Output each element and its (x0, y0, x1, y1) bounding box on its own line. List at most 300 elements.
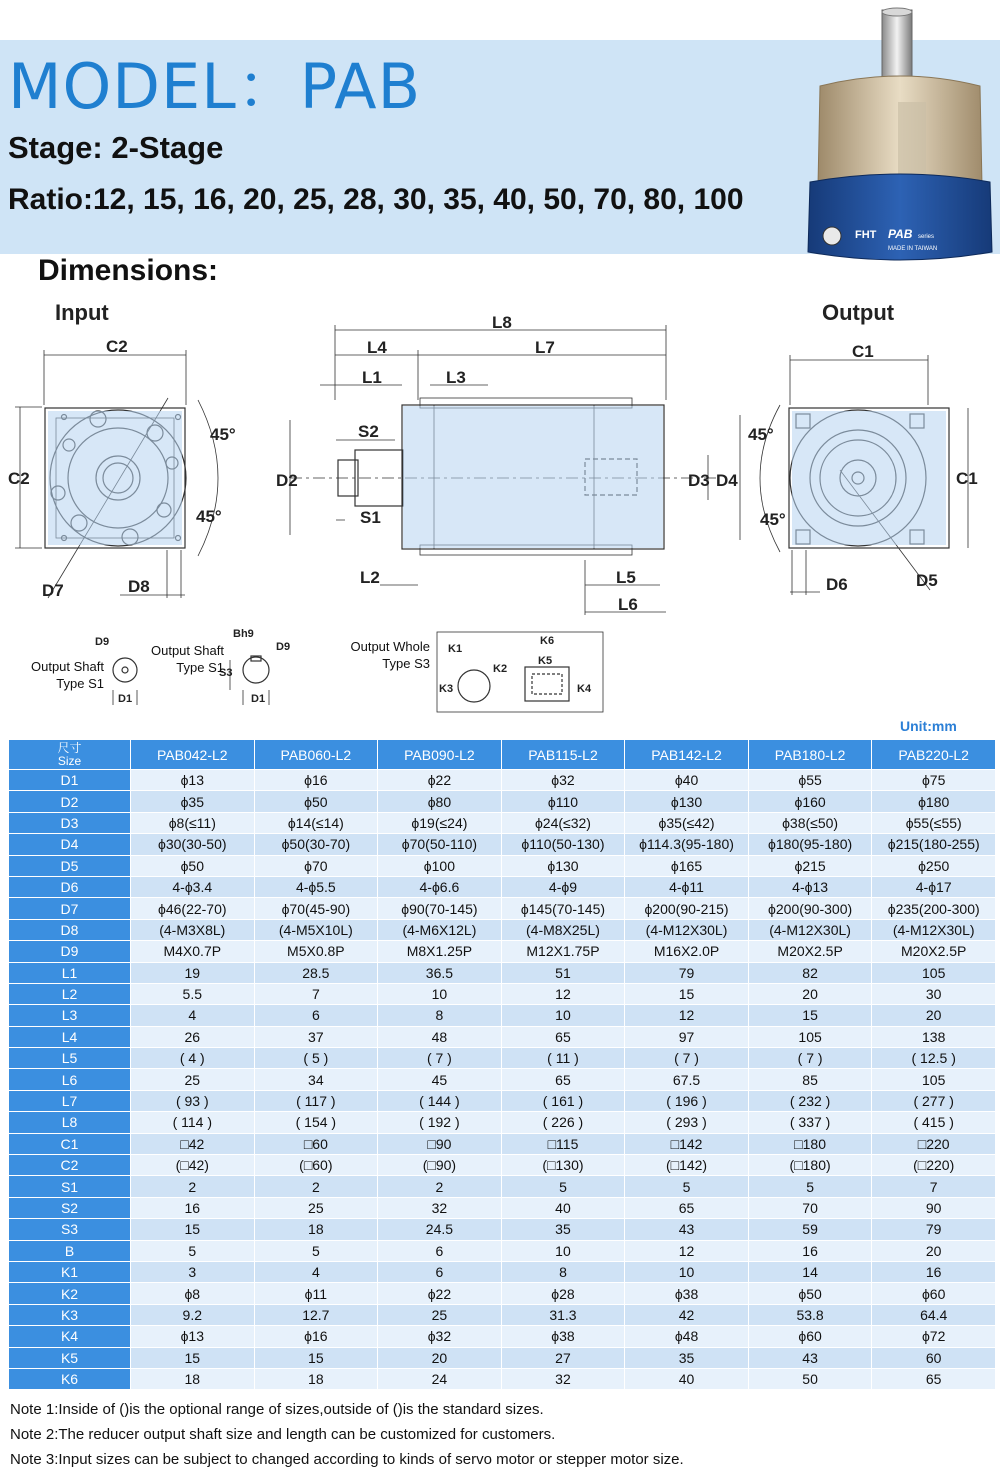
table-cell: ( 93 ) (131, 1090, 255, 1111)
table-cell: 59 (748, 1219, 872, 1240)
shaft-key-d1: D1 (251, 693, 266, 705)
table-row (9, 1090, 996, 1111)
table-cell: 19 (131, 962, 255, 983)
table-cell: 27 (501, 1347, 625, 1368)
table-cell: ϕ250 (872, 855, 996, 876)
table-cell: 26 (131, 1026, 255, 1047)
row-param: K6 (9, 1368, 131, 1389)
table-cell: ϕ38 (501, 1326, 625, 1347)
angle-output-1: 45° (748, 425, 774, 444)
table-row (9, 834, 996, 855)
angle-input-2: 45° (196, 507, 222, 526)
table-cell: □115 (501, 1133, 625, 1154)
table-cell: 34 (254, 1069, 378, 1090)
table-cell: ϕ70(45-90) (254, 898, 378, 919)
table-row (9, 770, 996, 791)
table-cell: (4-M3X8L) (131, 919, 255, 940)
table-cell: 31.3 (501, 1304, 625, 1325)
table-cell: 16 (748, 1240, 872, 1261)
table-cell: ϕ200(90-300) (748, 898, 872, 919)
table-cell: ϕ130 (501, 855, 625, 876)
table-cell: 53.8 (748, 1304, 872, 1325)
row-param: S1 (9, 1176, 131, 1197)
table-cell: 4 (254, 1261, 378, 1282)
dim-l5: L5 (616, 568, 636, 587)
table-cell: 105 (748, 1026, 872, 1047)
row-param: S3 (9, 1219, 131, 1240)
product-series-suffix: series (918, 234, 935, 240)
table-cell: 50 (748, 1368, 872, 1389)
table-cell: ϕ70(50-110) (378, 834, 502, 855)
table-cell: 5 (501, 1176, 625, 1197)
dim-c2-side: C2 (8, 469, 30, 488)
table-cell: □220 (872, 1133, 996, 1154)
table-cell: (□130) (501, 1155, 625, 1176)
table-cell: 97 (625, 1026, 749, 1047)
table-cell: 28.5 (254, 962, 378, 983)
shaft-s3-k1: K1 (448, 643, 463, 655)
table-cell: M12X1.75P (501, 941, 625, 962)
table-row (9, 876, 996, 897)
table-cell: M20X2.5P (872, 941, 996, 962)
table-cell: ( 4 ) (131, 1048, 255, 1069)
table-cell: 65 (872, 1368, 996, 1389)
row-param: L8 (9, 1112, 131, 1133)
table-row (9, 962, 996, 983)
table-cell: ϕ145(70-145) (501, 898, 625, 919)
row-param: D5 (9, 855, 131, 876)
row-param: L7 (9, 1090, 131, 1111)
table-cell: 40 (625, 1368, 749, 1389)
shaft-s1-d9: D9 (95, 636, 110, 648)
caption-shaft-s1-key: Output Shaft Type S1 (151, 643, 224, 675)
dim-l8: L8 (492, 313, 512, 332)
table-cell: 36.5 (378, 962, 502, 983)
table-cell: 2 (254, 1176, 378, 1197)
table-cell: 10 (501, 1005, 625, 1026)
row-param: C2 (9, 1155, 131, 1176)
shaft-key-s3: S3 (219, 667, 233, 679)
table-cell: ϕ90(70-145) (378, 898, 502, 919)
table-cell: 12 (501, 983, 625, 1004)
table-cell: 20 (748, 983, 872, 1004)
table-row (9, 812, 996, 833)
table-cell: 16 (131, 1197, 255, 1218)
table-cell: ϕ38(≤50) (748, 812, 872, 833)
product-made-in: MADE IN TAIWAN (888, 246, 938, 252)
dim-s1: S1 (360, 508, 381, 527)
table-cell: ϕ28 (501, 1283, 625, 1304)
table-cell: ( 161 ) (501, 1090, 625, 1111)
table-row (9, 1368, 996, 1389)
table-cell: M8X1.25P (378, 941, 502, 962)
table-cell: (4-M8X25L) (501, 919, 625, 940)
table-cell: 6 (254, 1005, 378, 1026)
table-cell: 4-ϕ3.4 (131, 876, 255, 897)
table-cell: 51 (501, 962, 625, 983)
table-cell: 12 (625, 1240, 749, 1261)
row-param: K3 (9, 1304, 131, 1325)
table-cell: 105 (872, 962, 996, 983)
dim-l3: L3 (446, 368, 466, 387)
table-cell: ( 192 ) (378, 1112, 502, 1133)
table-cell: ϕ180(95-180) (748, 834, 872, 855)
product-image (800, 6, 1000, 268)
dim-d6: D6 (826, 575, 848, 594)
table-cell: 15 (254, 1347, 378, 1368)
table-cell: M20X2.5P (748, 941, 872, 962)
column-header: PAB060-L2 (254, 740, 378, 770)
size-header-en: Size (57, 753, 82, 768)
dim-d5: D5 (916, 571, 938, 590)
table-cell: 60 (872, 1347, 996, 1368)
row-param: D4 (9, 834, 131, 855)
table-cell: (□220) (872, 1155, 996, 1176)
table-cell: ϕ55 (748, 770, 872, 791)
table-cell: 5 (131, 1240, 255, 1261)
table-cell: ( 144 ) (378, 1090, 502, 1111)
table-cell: 24.5 (378, 1219, 502, 1240)
dim-c1-top: C1 (852, 342, 874, 361)
table-cell: ϕ32 (501, 770, 625, 791)
input-title: Input (55, 300, 109, 325)
unit-label: Unit:mm (900, 718, 957, 734)
table-cell: 4-ϕ11 (625, 876, 749, 897)
table-cell: 10 (378, 983, 502, 1004)
shaft-s3-k5: K5 (538, 655, 553, 667)
table-cell: 15 (131, 1347, 255, 1368)
note-3: Note 3:Input sizes can be subject to changed according to kinds of servo motor or stepper motor size. (10, 1451, 684, 1468)
table-cell: ϕ8 (131, 1283, 255, 1304)
row-param: C1 (9, 1133, 131, 1154)
table-cell: 12 (625, 1005, 749, 1026)
table-cell: 40 (501, 1197, 625, 1218)
table-cell: 7 (872, 1176, 996, 1197)
table-cell: (□180) (748, 1155, 872, 1176)
table-cell: 25 (254, 1197, 378, 1218)
table-row (9, 791, 996, 812)
dimensions-title: Dimensions: (38, 254, 219, 287)
table-row (9, 1026, 996, 1047)
table-cell: ϕ60 (872, 1283, 996, 1304)
table-cell: 5 (254, 1240, 378, 1261)
dim-l2: L2 (360, 568, 380, 587)
table-row (9, 1112, 996, 1133)
table-cell: 4-ϕ5.5 (254, 876, 378, 897)
table-cell: ϕ13 (131, 770, 255, 791)
row-param: L3 (9, 1005, 131, 1026)
dim-d4: D4 (716, 471, 738, 490)
table-cell: 10 (501, 1240, 625, 1261)
table-cell: 43 (748, 1347, 872, 1368)
table-cell: (□60) (254, 1155, 378, 1176)
table-cell: ϕ8(≤11) (131, 812, 255, 833)
table-cell: 6 (378, 1240, 502, 1261)
table-cell: 12.7 (254, 1304, 378, 1325)
table-cell: 18 (131, 1368, 255, 1389)
table-cell: 79 (625, 962, 749, 983)
dim-c1-side: C1 (956, 469, 978, 488)
row-param: L5 (9, 1048, 131, 1069)
shaft-s3-k6: K6 (540, 635, 555, 647)
ratio-text: Ratio:12, 15, 16, 20, 25, 28, 30, 35, 40, 50, 70, 80, 100 (8, 183, 744, 216)
table-cell: 90 (872, 1197, 996, 1218)
column-header: PAB142-L2 (625, 740, 749, 770)
table-cell: ( 114 ) (131, 1112, 255, 1133)
table-cell: 5 (748, 1176, 872, 1197)
table-cell: ϕ60 (748, 1326, 872, 1347)
shaft-s3-k2: K2 (493, 663, 508, 675)
table-row (9, 941, 996, 962)
table-row (9, 1069, 996, 1090)
table-cell: ϕ215(180-255) (872, 834, 996, 855)
stage-text: Stage: 2-Stage (8, 130, 224, 165)
dim-d3: D3 (688, 471, 710, 490)
table-cell: 35 (625, 1347, 749, 1368)
table-row (9, 1326, 996, 1347)
angle-output-2: 45° (760, 510, 786, 529)
row-param: D1 (9, 770, 131, 791)
table-cell: 65 (501, 1026, 625, 1047)
table-cell: M5X0.8P (254, 941, 378, 962)
table-cell: 138 (872, 1026, 996, 1047)
table-row (9, 1176, 996, 1197)
table-cell: 5.5 (131, 983, 255, 1004)
table-cell: ( 5 ) (254, 1048, 378, 1069)
table-cell: ( 7 ) (748, 1048, 872, 1069)
table-cell: 4-ϕ9 (501, 876, 625, 897)
table-row (9, 1048, 996, 1069)
table-cell: □90 (378, 1133, 502, 1154)
angle-input-1: 45° (210, 425, 236, 444)
table-row (9, 1283, 996, 1304)
table-cell: □142 (625, 1133, 749, 1154)
table-cell: □42 (131, 1133, 255, 1154)
row-param: D6 (9, 876, 131, 897)
row-param: S2 (9, 1197, 131, 1218)
table-cell: (4-M12X30L) (625, 919, 749, 940)
row-param: D9 (9, 941, 131, 962)
table-cell: 9.2 (131, 1304, 255, 1325)
table-cell: ( 277 ) (872, 1090, 996, 1111)
table-cell: ϕ70 (254, 855, 378, 876)
dim-s2: S2 (358, 422, 379, 441)
size-header-cn: 尺寸 (57, 740, 82, 755)
column-header: PAB115-L2 (501, 740, 625, 770)
table-cell: ϕ46(22-70) (131, 898, 255, 919)
table-cell: 65 (501, 1069, 625, 1090)
table-cell: ϕ24(≤32) (501, 812, 625, 833)
table-cell: ϕ32 (378, 1326, 502, 1347)
table-cell: ( 117 ) (254, 1090, 378, 1111)
row-param: K1 (9, 1261, 131, 1282)
table-cell: ( 415 ) (872, 1112, 996, 1133)
table-cell: 20 (872, 1240, 996, 1261)
table-cell: ( 7 ) (378, 1048, 502, 1069)
row-param: L1 (9, 962, 131, 983)
table-row (9, 1304, 996, 1325)
table-row (9, 1347, 996, 1368)
table-cell: ϕ11 (254, 1283, 378, 1304)
spec-table (8, 739, 996, 1390)
table-cell: ( 337 ) (748, 1112, 872, 1133)
table-cell: 4-ϕ17 (872, 876, 996, 897)
row-param: L4 (9, 1026, 131, 1047)
table-cell: 65 (625, 1197, 749, 1218)
caption-shaft-s1: Output Shaft Type S1 (31, 659, 104, 691)
row-param: D2 (9, 791, 131, 812)
table-cell: ( 11 ) (501, 1048, 625, 1069)
table-cell: 15 (625, 983, 749, 1004)
table-cell: 16 (872, 1261, 996, 1282)
table-cell: (4-M6X12L) (378, 919, 502, 940)
table-cell: 64.4 (872, 1304, 996, 1325)
table-cell: ( 293 ) (625, 1112, 749, 1133)
table-cell: ϕ110(50-130) (501, 834, 625, 855)
table-cell: (□42) (131, 1155, 255, 1176)
table-row (9, 1133, 996, 1154)
row-param: K4 (9, 1326, 131, 1347)
table-cell: 6 (378, 1261, 502, 1282)
table-cell: (4-M12X30L) (872, 919, 996, 940)
table-cell: 20 (378, 1347, 502, 1368)
table-cell: 4-ϕ6.6 (378, 876, 502, 897)
row-param: B (9, 1240, 131, 1261)
row-param: D3 (9, 812, 131, 833)
product-brand: FHT (855, 229, 877, 241)
table-cell: M16X2.0P (625, 941, 749, 962)
table-cell: ϕ14(≤14) (254, 812, 378, 833)
table-cell: 82 (748, 962, 872, 983)
table-cell: 25 (131, 1069, 255, 1090)
dim-d2: D2 (276, 471, 298, 490)
table-cell: ϕ200(90-215) (625, 898, 749, 919)
dim-l4: L4 (367, 338, 387, 357)
table-cell: □180 (748, 1133, 872, 1154)
table-cell: ϕ235(200-300) (872, 898, 996, 919)
table-cell: ϕ22 (378, 1283, 502, 1304)
dim-l1: L1 (362, 368, 382, 387)
table-cell: 10 (625, 1261, 749, 1282)
table-row (9, 983, 996, 1004)
table-cell: ϕ40 (625, 770, 749, 791)
table-row (9, 855, 996, 876)
table-row (9, 1261, 996, 1282)
table-cell: 67.5 (625, 1069, 749, 1090)
table-cell: ϕ16 (254, 1326, 378, 1347)
table-cell: 15 (131, 1219, 255, 1240)
table-row (9, 1197, 996, 1218)
table-cell: 14 (748, 1261, 872, 1282)
column-header: PAB180-L2 (748, 740, 872, 770)
table-cell: 8 (378, 1005, 502, 1026)
shaft-s3-k3: K3 (439, 683, 454, 695)
dim-l7: L7 (535, 338, 555, 357)
table-cell: ϕ48 (625, 1326, 749, 1347)
note-2: Note 2:The reducer output shaft size and length can be customized for customers. (10, 1426, 556, 1443)
row-param: D7 (9, 898, 131, 919)
table-cell: ϕ50 (748, 1283, 872, 1304)
dim-d8: D8 (128, 577, 150, 596)
table-row (9, 919, 996, 940)
table-cell: (□142) (625, 1155, 749, 1176)
table-cell: 18 (254, 1368, 378, 1389)
table-cell: (□90) (378, 1155, 502, 1176)
table-cell: 3 (131, 1261, 255, 1282)
table-cell: 2 (131, 1176, 255, 1197)
table-cell: 18 (254, 1219, 378, 1240)
table-cell: ( 226 ) (501, 1112, 625, 1133)
row-param: L6 (9, 1069, 131, 1090)
table-cell: 7 (254, 983, 378, 1004)
table-cell: 85 (748, 1069, 872, 1090)
table-cell: ϕ75 (872, 770, 996, 791)
note-1: Note 1:Inside of ()is the optional range of sizes,outside of ()is the standard sizes. (10, 1401, 544, 1418)
table-cell: (4-M12X30L) (748, 919, 872, 940)
table-cell: 25 (378, 1304, 502, 1325)
table-cell: ϕ160 (748, 791, 872, 812)
table-cell: 42 (625, 1304, 749, 1325)
table-cell: 32 (501, 1368, 625, 1389)
table-row (9, 898, 996, 919)
table-cell: 8 (501, 1261, 625, 1282)
table-cell: 30 (872, 983, 996, 1004)
table-cell: M4X0.7P (131, 941, 255, 962)
table-cell: ϕ110 (501, 791, 625, 812)
table-cell: 43 (625, 1219, 749, 1240)
table-cell: ϕ35(≤42) (625, 812, 749, 833)
table-cell: □60 (254, 1133, 378, 1154)
table-cell: ϕ19(≤24) (378, 812, 502, 833)
table-cell: 4 (131, 1005, 255, 1026)
table-cell: 37 (254, 1026, 378, 1047)
table-cell: ϕ38 (625, 1283, 749, 1304)
shaft-key-d9: D9 (276, 641, 291, 653)
table-cell: (4-M5X10L) (254, 919, 378, 940)
table-cell: 32 (378, 1197, 502, 1218)
model-title: MODEL：PAB (8, 50, 422, 123)
table-cell: 35 (501, 1219, 625, 1240)
table-cell: 48 (378, 1026, 502, 1047)
table-cell: ϕ50 (131, 855, 255, 876)
table-cell: 5 (625, 1176, 749, 1197)
row-param: L2 (9, 983, 131, 1004)
table-cell: ϕ72 (872, 1326, 996, 1347)
notes (10, 1397, 684, 1472)
table-cell: ϕ35 (131, 791, 255, 812)
table-row (9, 1005, 996, 1026)
row-param: D8 (9, 919, 131, 940)
table-cell: ( 7 ) (625, 1048, 749, 1069)
column-header: PAB042-L2 (131, 740, 255, 770)
table-cell: 20 (872, 1005, 996, 1026)
table-cell: ϕ165 (625, 855, 749, 876)
table-cell: ( 232 ) (748, 1090, 872, 1111)
size-header (9, 740, 131, 770)
product-series: PAB (888, 227, 913, 241)
row-param: K2 (9, 1283, 131, 1304)
shaft-key-bh9: Bh9 (233, 628, 254, 640)
shaft-s1-d1: D1 (118, 693, 133, 705)
table-cell: ϕ130 (625, 791, 749, 812)
dim-l6: L6 (618, 595, 638, 614)
table-cell: 4-ϕ13 (748, 876, 872, 897)
table-cell: ϕ114.3(95-180) (625, 834, 749, 855)
table-cell: ϕ50 (254, 791, 378, 812)
table-cell: ϕ30(30-50) (131, 834, 255, 855)
dim-c2-top: C2 (106, 337, 128, 356)
table-cell: ϕ180 (872, 791, 996, 812)
